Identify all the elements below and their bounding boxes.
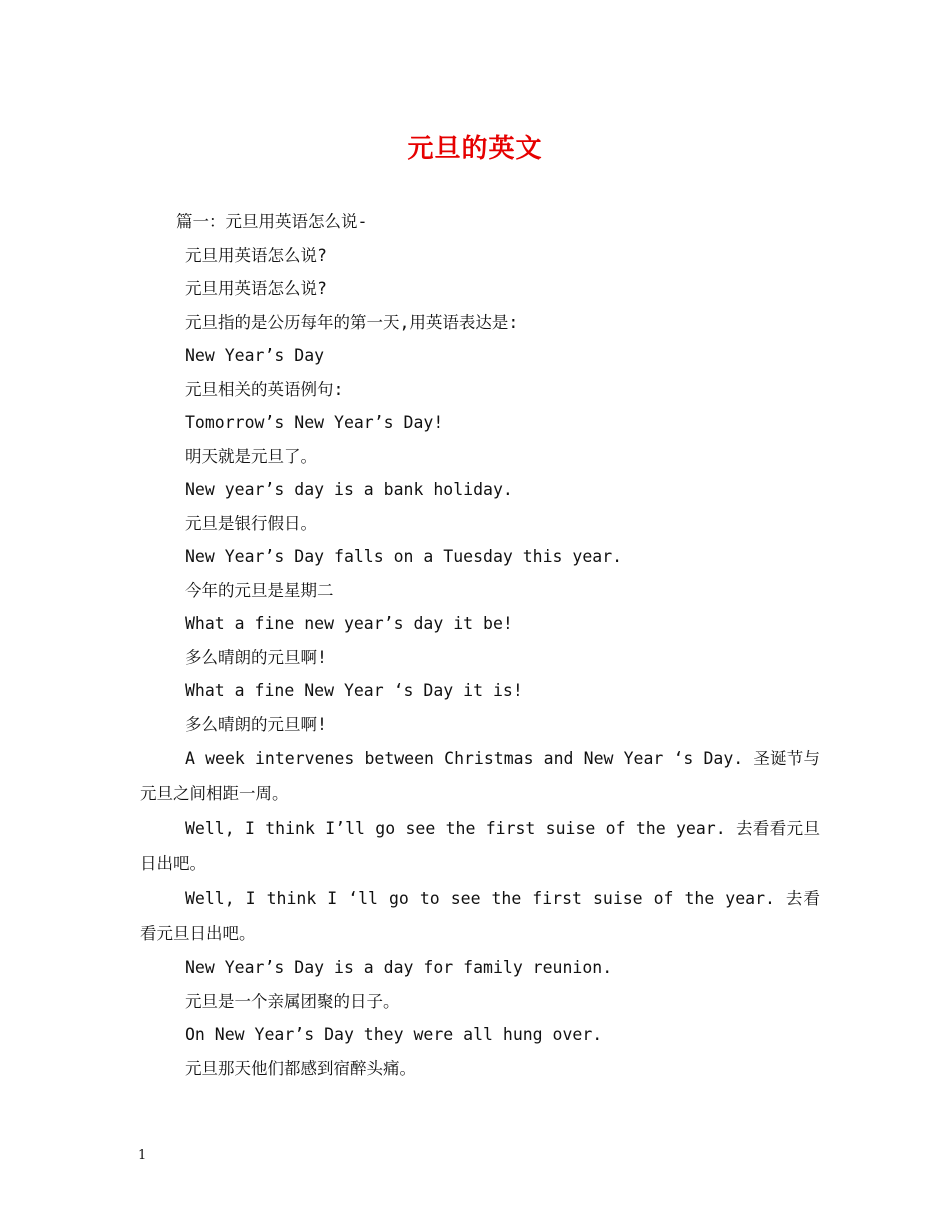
- body-line: On New Year’s Day they were all hung over.: [185, 1025, 603, 1044]
- body-line: New year’s day is a bank holiday.: [185, 480, 513, 499]
- wrapped-paragraph: Well, I think I ‘ll go to see the first suise of the year. 去看看元旦日出吧。: [140, 889, 820, 943]
- body-line: New Year’s Day falls on a Tuesday this year.: [185, 547, 623, 566]
- body-line: What a fine New Year ‘s Day it is!: [185, 681, 523, 700]
- wrapped-paragraph: Well, I think I’ll go see the first suise of the year. 去看看元旦日出吧。: [140, 819, 820, 873]
- body-line: 元旦用英语怎么说?: [185, 245, 327, 265]
- body-line: New Year’s Day: [185, 346, 325, 365]
- body-line: 明天就是元旦了。: [185, 446, 317, 466]
- body-line: Tomorrow’s New Year’s Day!: [185, 413, 444, 432]
- body-line: 元旦用英语怎么说?: [185, 279, 327, 298]
- wrapped-paragraph: A week intervenes between Christmas and New Year ‘s Day. 圣诞节与元旦之间相距一周。: [140, 749, 820, 803]
- body-line: 元旦是银行假日。: [185, 513, 317, 533]
- body-line: 今年的元旦是星期二: [185, 580, 334, 600]
- body-line: 多么晴朗的元旦啊!: [185, 647, 327, 667]
- body-line: 元旦相关的英语例句:: [185, 379, 344, 399]
- document-body: [140, 205, 820, 1085]
- body-line: What a fine new year’s day it be!: [185, 614, 513, 633]
- body-line: New Year’s Day is a day for family reunion.: [185, 958, 613, 977]
- body-line: 元旦是一个亲属团聚的日子。: [185, 991, 400, 1011]
- page-number: 1: [138, 1148, 147, 1163]
- document-title: 元旦的英文: [407, 134, 543, 164]
- section-heading: 篇一：元旦用英语怎么说-: [176, 212, 368, 231]
- body-line: 多么晴朗的元旦啊!: [185, 714, 327, 734]
- body-line: 元旦那天他们都感到宿醉头痛。: [185, 1058, 416, 1078]
- body-line: 元旦指的是公历每年的第一天,用英语表达是:: [185, 312, 519, 332]
